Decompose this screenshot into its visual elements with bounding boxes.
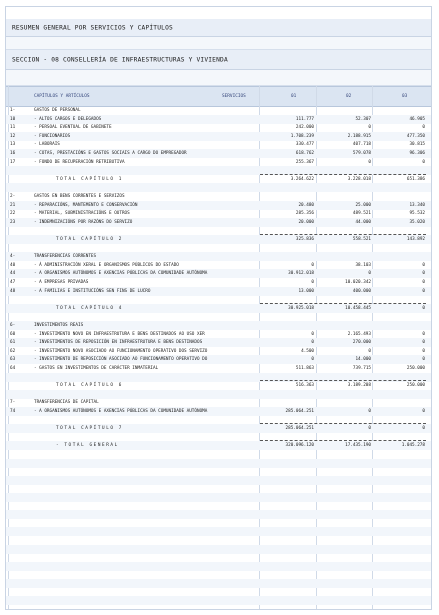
value-02: 2.165.493 [347, 331, 371, 337]
row-code: 13 [10, 142, 16, 148]
row-description: - INDEMNIZACIÓNS POR RAZÓNS DO SERVIZO [34, 219, 133, 225]
value-01: 111.777 [295, 116, 314, 122]
row-code: 47 [10, 280, 16, 285]
value-03: 0 [422, 159, 425, 165]
row-code: 23 [10, 219, 16, 225]
subtotal-rule [260, 423, 426, 424]
value-01: 330.477 [295, 142, 314, 148]
value-03: 250.000 [406, 366, 425, 371]
row-code: 21 [10, 202, 16, 208]
row-description: - INVESTIMENTO NOVO ASOCIADO AO FUNCIONAMENTO OPERATIVO DOS SERVIZO [34, 348, 208, 354]
row-description: TOTAL CAPÍTULO 1 [56, 176, 123, 182]
row-description: - GASTOS EN INVESTIMENTOS DE CARÁCTER INMATERIAL [34, 366, 159, 371]
row-description: - FONDO DE RECUPERACIÓN RETRIBUTIVA [34, 159, 125, 165]
value-03: 95.532 [409, 211, 425, 217]
value-02: 270.000 [352, 340, 371, 346]
subtotal-rule [260, 303, 426, 304]
value-02: 558.521 [352, 237, 371, 242]
col-01: 01 [291, 94, 297, 99]
value-02: 407.718 [352, 142, 371, 148]
value-02: 3.189.208 [347, 383, 371, 389]
row-code: 40 [10, 262, 16, 268]
section-bar [6, 50, 431, 70]
value-03: 13.340 [409, 202, 425, 208]
row-description: GASTOS DE PERSONAL [34, 108, 81, 113]
row-description: - COTAS, PRESTACIÓNS E GASTOS SOCIAIS A CARGO DO EMPREGADOR [34, 151, 187, 156]
row-description: - INVESTIMENTOS DE REPOSICIÓN EN INFRAESTRUTURA E BENS DESTINADOS [34, 340, 203, 346]
value-01: 0 [311, 280, 314, 285]
row-code: 63 [10, 357, 16, 363]
value-01: 0 [311, 331, 314, 337]
report-page [5, 6, 432, 610]
subtotal-rule [260, 174, 426, 175]
value-01: 325.836 [295, 237, 314, 242]
row-description: TOTAL CAPÍTULO 4 [56, 305, 123, 311]
value-02: 10.020.342 [345, 280, 371, 285]
value-01: 1.708.239 [290, 133, 314, 139]
header-spacer-2 [6, 70, 431, 86]
value-02: 739.715 [352, 366, 371, 371]
value-01: 285.064.251 [285, 426, 314, 432]
value-02: 10.458.445 [345, 305, 371, 311]
row-description: TOTAL CAPÍTULO 2 [56, 237, 123, 242]
value-03: 143.892 [406, 237, 425, 242]
row-description: - INVESTIMENTO NOVO EN INFRAESTRUTURA E BENS DESTINADOS AO USO XER [34, 331, 205, 337]
value-01: 618.762 [295, 151, 314, 156]
value-01: 4.500 [301, 348, 314, 354]
row-description: - A ORGANISMOS AUTÓNOMOS E AXENCIAS PÚBLICAS DA COMUNIDADE AUTÓNOMA [34, 409, 208, 414]
value-03: 30.815 [409, 142, 425, 148]
value-03: 0 [422, 271, 425, 277]
row-code: 7- [10, 400, 16, 406]
value-01: 20.000 [298, 219, 314, 225]
header-spacer [6, 37, 431, 50]
value-03: 46.905 [409, 116, 425, 122]
value-01: 20.480 [298, 202, 314, 208]
value-02: 0 [368, 125, 371, 131]
value-01: 30.925.018 [288, 305, 314, 311]
value-03: 0 [422, 125, 425, 131]
value-02: 17.435.190 [345, 443, 371, 449]
value-02: 38.103 [355, 262, 371, 268]
value-03: 651.386 [406, 176, 425, 182]
subtotal-rule [260, 380, 426, 381]
row-code: 64 [10, 366, 16, 371]
value-02: 25.000 [355, 202, 371, 208]
col-capitulos: CAPÍTULOS Y ARTÍCULOS [34, 94, 90, 99]
row-description: - ALTOS CARGOS E DELEGADOS [34, 116, 102, 122]
row-description: TRANSFERENCIAS DE CAPITAL [34, 400, 99, 406]
row-code: 16 [10, 151, 16, 156]
value-02: 579.078 [352, 151, 371, 156]
section-title: SECCION - 08 CONSELLERÍA DE INFRAESTRUCTURAS Y VIVIENDA [12, 56, 228, 63]
row-description: - A FAMILIAS E INSTITUCIÓNS SEN FINS DE LUCRO [34, 288, 151, 294]
value-02: 2.188.915 [347, 133, 371, 139]
row-code: 1- [10, 108, 16, 113]
value-03: 96.306 [409, 151, 425, 156]
row-description: - TOTAL GENERAL [56, 443, 119, 449]
report-title-bar [6, 19, 431, 37]
value-01: 242.000 [295, 125, 314, 131]
value-03: 0 [422, 331, 425, 337]
row-description: - FUNCIONARIOS [34, 133, 71, 139]
row-description: - PERSOAL EVENTUAL DE GABINETE [34, 125, 112, 131]
row-description: INVESTIMENTOS REAIS [34, 323, 84, 328]
value-03: 0 [422, 348, 425, 354]
value-02: 0 [368, 159, 371, 165]
row-description: GASTOS EN BENS CORRENTES E SERVIZOS [34, 194, 125, 199]
value-03: 0 [422, 357, 425, 363]
table-header [6, 86, 431, 107]
row-code: 12 [10, 133, 16, 139]
value-03: 0 [422, 305, 425, 311]
value-02: 14.000 [355, 357, 371, 363]
value-02: 0 [368, 271, 371, 277]
table-body [6, 106, 431, 609]
value-03: 0 [422, 426, 425, 432]
row-code: 44 [10, 271, 16, 277]
subtotal-rule [260, 440, 426, 441]
value-02: 0 [368, 426, 371, 432]
value-03: 1.045.278 [401, 443, 425, 449]
row-description: - Á ADMINISTRACIÓN XERAL E ORGANISMOS PÚBLICOS DO ESTADO [34, 262, 179, 268]
value-01: 285.356 [295, 211, 314, 217]
row-code: 22 [10, 211, 16, 217]
value-01: 30.912.018 [288, 271, 314, 277]
row-description: - INVESTIMENTO DE REPOSICIÓN ASOCIADO AO FUNCIONAMENTO OPERATIVO DO [34, 357, 208, 363]
value-01: 511.863 [295, 366, 314, 371]
value-01: 255.367 [295, 159, 314, 165]
row-code: 4- [10, 254, 16, 260]
subtotal-rule [260, 234, 426, 235]
value-02: 0 [368, 348, 371, 354]
row-code: 10 [10, 116, 16, 122]
report-title: RESUMEN GENERAL POR SERVICIOS Y CAPÍTULOS [12, 24, 173, 31]
value-01: 13.000 [298, 288, 314, 294]
value-01: 0 [311, 357, 314, 363]
value-01: 516.363 [295, 383, 314, 389]
value-02: 400.000 [352, 288, 371, 294]
value-03: 35.020 [409, 219, 425, 225]
value-03: 0 [422, 340, 425, 346]
value-01: 0 [311, 340, 314, 346]
value-03: 250.000 [406, 383, 425, 389]
value-03: 0 [422, 280, 425, 285]
row-description: - A ORGANISMOS AUTÓNOMOS E AXENCIAS PÚBLICAS DA COMUNIDADE AUTÓNOMA [34, 271, 208, 277]
row-code: 60 [10, 331, 16, 337]
value-02: 489.521 [352, 211, 371, 217]
row-code: 2- [10, 194, 16, 199]
row-description: TOTAL CAPÍTULO 7 [56, 426, 123, 432]
row-code: 11 [10, 125, 16, 131]
row-description: - MATERIAL, SUBMINISTRACIÓNS E OUTROS [34, 211, 130, 217]
col-02: 02 [346, 94, 352, 99]
value-01: 320.096.120 [285, 443, 314, 449]
row-code: 61 [10, 340, 16, 346]
value-03: 0 [422, 288, 425, 294]
value-01: 0 [311, 262, 314, 268]
value-02: 44.000 [355, 219, 371, 225]
col-servicios: SERVICIOS [222, 94, 246, 99]
row-code: 17 [10, 159, 16, 165]
row-description: - A EMPRESAS PRIVADAS [34, 280, 89, 285]
value-02: 3.228.018 [347, 176, 371, 182]
value-03: 0 [422, 262, 425, 268]
row-code: 6- [10, 323, 16, 328]
row-code: 48 [10, 288, 16, 294]
total-row [6, 441, 431, 450]
col-03: 03 [402, 94, 408, 99]
value-01: 3.264.622 [290, 176, 314, 182]
row-description: - REPARACIÓNS, MANTEMENTO E CONSERVACIÓN [34, 202, 138, 208]
value-02: 52.307 [355, 116, 371, 122]
value-03: 0 [422, 409, 425, 414]
row-description: TOTAL CAPÍTULO 6 [56, 383, 123, 389]
value-02: 0 [368, 409, 371, 414]
row-code: 62 [10, 348, 16, 354]
row-stripe [6, 596, 431, 605]
row-description: - LABORAIS [34, 142, 60, 148]
value-01: 285.064.251 [285, 409, 314, 414]
value-03: 477.350 [406, 133, 425, 139]
row-description: TRANSFERENCIAS CORRENTES [34, 254, 97, 260]
row-code: 74 [10, 409, 16, 414]
